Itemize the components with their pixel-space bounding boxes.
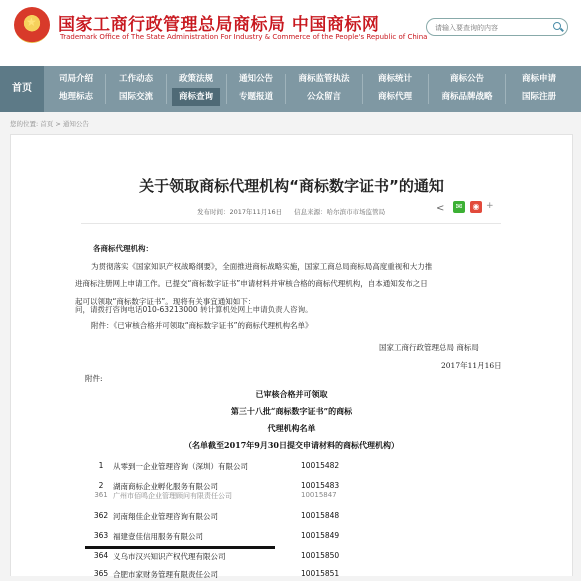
paragraph-line: 为贯彻落实《国家知识产权战略纲要》，全面推进商标战略实施，国家工商总局商标局高度重视和大力推 (91, 262, 433, 271)
search-input[interactable] (433, 20, 547, 36)
nav-item-statistics[interactable]: 商标统计 (377, 74, 412, 84)
list-separator (85, 546, 275, 549)
agency-name: 湖南商标企业孵化服务有限公司 (113, 482, 218, 491)
agency-code: 10015850 (301, 551, 340, 560)
paragraph-line: 进商标注册网上申请工作。已提交“商标数字证书”申请材料并审核合格的商标代理机构，自本通知发布之日 (75, 279, 428, 288)
nav-item-announcements[interactable]: 商标公告 (449, 74, 484, 84)
nav-col-7 (434, 70, 500, 108)
nav-col-4 (232, 70, 280, 108)
agency-code: 10015848 (301, 511, 340, 520)
list-item (89, 461, 369, 473)
nav-item-special-reports[interactable]: 专题报道 (238, 92, 273, 102)
nav-item-intl-exchange[interactable]: 国际交流 (118, 92, 153, 102)
nav-divider (105, 74, 106, 104)
agency-code: 10015847 (301, 491, 337, 499)
list-heading-2: 第三十八批“商标数字证书”的商标 (230, 406, 353, 416)
agency-name: 合肥市家财务管理有限责任公司 (113, 570, 218, 579)
signature-date: 2017年11月16日 (441, 361, 502, 370)
attachment-line[interactable]: 附件：《已审核合格并可领取“商标数字证书”的商标代理机构名单》 (91, 321, 313, 330)
nav-divider (285, 74, 286, 104)
row-number: 1 (98, 461, 104, 470)
more-share-icon[interactable]: + (486, 201, 494, 211)
nav-item-public-messages[interactable]: 公众留言 (306, 92, 341, 102)
agency-name: 从零到一企业管理咨询（深圳）有限公司 (113, 462, 248, 471)
nav-col-1 (52, 70, 100, 108)
nav-item-geo-indication[interactable]: 地理标志 (58, 92, 93, 102)
nav-divider (166, 74, 167, 104)
list-heading-1: 已审核合格并可领取 (255, 389, 328, 399)
nav-col-5 (291, 70, 357, 108)
agency-code: 10015482 (301, 461, 340, 470)
nav-col-6 (368, 70, 422, 108)
row-number: 2 (98, 481, 104, 490)
list-item (89, 531, 369, 543)
nav-col-8 (511, 70, 567, 108)
nav-col-3 (172, 70, 220, 108)
agency-name: 广州市佰鸣企业管理顾问有限责任公司 (113, 492, 232, 500)
main-nav (0, 66, 581, 112)
list-heading-3: 代理机构名单 (267, 423, 316, 433)
nav-item-policy[interactable]: 政策法规 (178, 74, 213, 84)
signature-org: 国家工商行政管理总局 商标局 (379, 343, 479, 352)
wechat-share-icon[interactable]: ✉ (453, 201, 465, 213)
nav-home[interactable]: 首页 (0, 66, 44, 112)
paragraph-line-overlap: 问，请拨打咨询电话010-63213000 转计算机处网上申请负责人咨询。 (75, 305, 313, 314)
list-item (89, 569, 369, 581)
article-title: 关于领取商标代理机构“商标数字证书”的通知 (139, 177, 444, 195)
weibo-share-icon[interactable]: ◉ (470, 201, 482, 213)
nav-item-bureau-intro[interactable]: 司局介绍 (58, 74, 93, 84)
info-source: 信息来源：哈尔滨市市场监管局 (294, 208, 386, 216)
nav-item-trademark-search[interactable]: 商标查询 (172, 88, 220, 106)
row-number: 363 (93, 531, 109, 540)
site-subtitle: Trademark Office of The State Administration For Industry & Commerce of the People's Republic of China (60, 33, 428, 41)
row-number: 365 (93, 569, 109, 578)
nav-item-notices[interactable]: 通知公告 (238, 74, 273, 84)
nav-divider (428, 74, 429, 104)
list-item (89, 511, 369, 523)
nav-item-enforcement[interactable]: 商标监管执法 (298, 74, 350, 84)
national-emblem-icon: ★ (14, 7, 50, 43)
nav-item-agency[interactable]: 商标代理 (377, 92, 412, 102)
publish-time: 发布时间：2017年11月16日 (197, 208, 283, 216)
agency-name: 义乌市汉兴知识产权代理有限公司 (113, 552, 226, 561)
salutation: 各商标代理机构： (93, 244, 153, 253)
nav-item-brand-strategy[interactable]: 商标品牌战略 (441, 92, 493, 102)
article-panel (10, 134, 573, 579)
agency-name: 河南翔佳企业管理咨询有限公司 (113, 512, 218, 521)
list-item (89, 551, 369, 563)
article-meta (197, 207, 395, 216)
breadcrumb[interactable]: 您的位置: 首页 > 通知公告 (10, 120, 89, 128)
search-icon[interactable] (553, 22, 561, 30)
agency-code: 10015483 (301, 481, 340, 490)
nav-item-work-news[interactable]: 工作动态 (118, 74, 153, 84)
nav-item-application[interactable]: 商标申请 (521, 74, 556, 84)
agency-name: 福建壹佳信用服务有限公司 (113, 532, 203, 541)
search-box[interactable] (426, 18, 568, 36)
nav-item-intl-registration[interactable]: 国际注册 (521, 92, 556, 102)
site-header (0, 0, 581, 66)
nav-divider (362, 74, 363, 104)
list-heading-4: （名单截至2017年9月30日提交申请材料的商标代理机构） (184, 440, 399, 450)
nav-divider (505, 74, 506, 104)
share-icon[interactable]: < (436, 203, 445, 214)
attachment-label: 附件: (85, 374, 103, 383)
agency-code: 10015851 (301, 569, 340, 578)
agency-code: 10015849 (301, 531, 340, 540)
row-number: 364 (93, 551, 109, 560)
nav-col-2 (112, 70, 160, 108)
list-item (89, 491, 369, 503)
paragraph-line: 起可以领取“商标数字证书”。现将有关事宜通知如下： (75, 297, 256, 306)
row-number: 362 (93, 511, 109, 520)
meta-divider (81, 223, 501, 224)
site-title[interactable]: 国家工商行政管理总局商标局 中国商标网 (58, 15, 380, 35)
row-number: 361 (94, 491, 108, 499)
nav-divider (226, 74, 227, 104)
